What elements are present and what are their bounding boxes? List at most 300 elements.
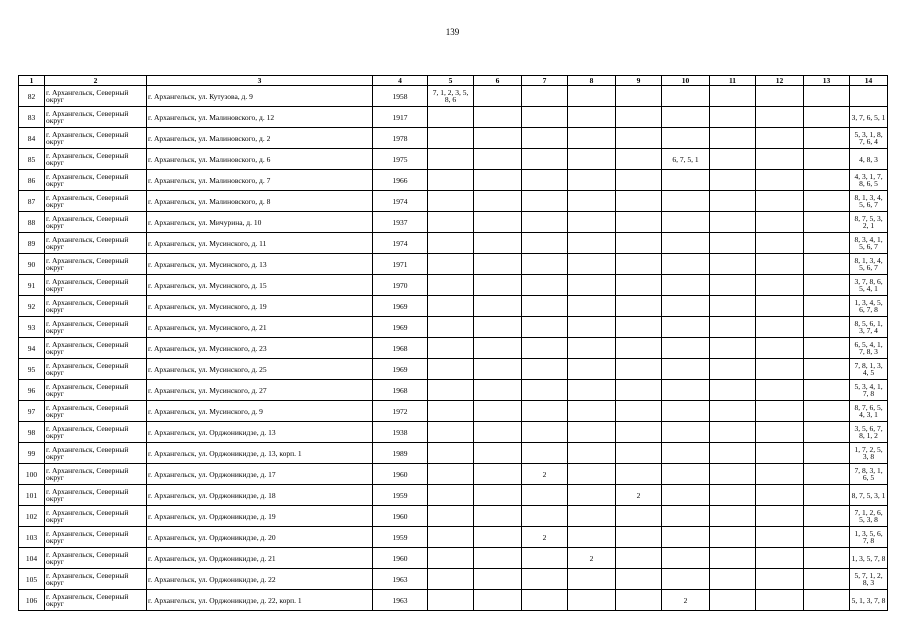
col11-cell bbox=[710, 107, 756, 128]
column-header-7: 7 bbox=[522, 76, 568, 86]
district-cell: г. Архангельск, Северный округ bbox=[45, 275, 147, 296]
col10-cell bbox=[662, 359, 710, 380]
col12-cell bbox=[756, 527, 804, 548]
col7-cell bbox=[522, 170, 568, 191]
district-cell: г. Архангельск, Северный округ bbox=[45, 170, 147, 191]
col6-cell bbox=[474, 443, 522, 464]
district-cell: г. Архангельск, Северный округ bbox=[45, 86, 147, 107]
year-cell: 1937 bbox=[373, 212, 428, 233]
col14-cell: 1, 3, 5, 6, 7, 8 bbox=[850, 527, 888, 548]
col8-cell bbox=[568, 212, 616, 233]
register-table bbox=[18, 75, 888, 611]
col11-cell bbox=[710, 569, 756, 590]
row-number: 89 bbox=[19, 233, 45, 254]
col11-cell bbox=[710, 590, 756, 611]
col8-cell bbox=[568, 170, 616, 191]
col11-cell bbox=[710, 485, 756, 506]
row-number: 88 bbox=[19, 212, 45, 233]
column-header-8: 8 bbox=[568, 76, 616, 86]
year-cell: 1969 bbox=[373, 359, 428, 380]
district-cell: г. Архангельск, Северный округ bbox=[45, 443, 147, 464]
address-cell: г. Архангельск, ул. Мусинского, д. 9 bbox=[147, 401, 373, 422]
col13-cell bbox=[804, 464, 850, 485]
address-cell: г. Архангельск, ул. Орджоникидзе, д. 22, корп. 1 bbox=[147, 590, 373, 611]
col6-cell bbox=[474, 548, 522, 569]
col8-cell bbox=[568, 233, 616, 254]
col6-cell bbox=[474, 233, 522, 254]
col10-cell bbox=[662, 86, 710, 107]
row-number: 106 bbox=[19, 590, 45, 611]
table-row bbox=[19, 443, 888, 464]
col14-cell: 8, 7, 6, 5, 4, 3, 1 bbox=[850, 401, 888, 422]
table-row bbox=[19, 338, 888, 359]
col6-cell bbox=[474, 422, 522, 443]
col8-cell bbox=[568, 86, 616, 107]
table-row bbox=[19, 107, 888, 128]
col9-cell bbox=[616, 464, 662, 485]
district-cell: г. Архангельск, Северный округ bbox=[45, 212, 147, 233]
district-cell: г. Архангельск, Северный округ bbox=[45, 254, 147, 275]
col9-cell: 2 bbox=[616, 485, 662, 506]
address-cell: г. Архангельск, ул. Мусинского, д. 19 bbox=[147, 296, 373, 317]
col10-cell bbox=[662, 254, 710, 275]
col5-cell bbox=[428, 212, 474, 233]
col7-cell bbox=[522, 443, 568, 464]
col11-cell bbox=[710, 296, 756, 317]
year-cell: 1960 bbox=[373, 506, 428, 527]
col11-cell bbox=[710, 422, 756, 443]
col6-cell bbox=[474, 275, 522, 296]
col14-cell: 5, 7, 1, 2, 8, 3 bbox=[850, 569, 888, 590]
col9-cell bbox=[616, 233, 662, 254]
col12-cell bbox=[756, 359, 804, 380]
col13-cell bbox=[804, 275, 850, 296]
col6-cell bbox=[474, 296, 522, 317]
col6-cell bbox=[474, 128, 522, 149]
col11-cell bbox=[710, 464, 756, 485]
col13-cell bbox=[804, 443, 850, 464]
col8-cell bbox=[568, 296, 616, 317]
address-cell: г. Архангельск, ул. Орджоникидзе, д. 13 bbox=[147, 422, 373, 443]
row-number: 92 bbox=[19, 296, 45, 317]
year-cell: 1966 bbox=[373, 170, 428, 191]
year-cell: 1960 bbox=[373, 548, 428, 569]
col13-cell bbox=[804, 506, 850, 527]
col14-cell: 3, 7, 6, 5, 1 bbox=[850, 107, 888, 128]
address-cell: г. Архангельск, ул. Мусинского, д. 15 bbox=[147, 275, 373, 296]
col13-cell bbox=[804, 485, 850, 506]
col8-cell bbox=[568, 506, 616, 527]
row-number: 85 bbox=[19, 149, 45, 170]
row-number: 98 bbox=[19, 422, 45, 443]
col13-cell bbox=[804, 317, 850, 338]
col8-cell bbox=[568, 527, 616, 548]
col10-cell bbox=[662, 569, 710, 590]
column-header-5: 5 bbox=[428, 76, 474, 86]
col9-cell bbox=[616, 107, 662, 128]
district-cell: г. Архангельск, Северный округ bbox=[45, 233, 147, 254]
column-header-3: 3 bbox=[147, 76, 373, 86]
address-cell: г. Архангельск, ул. Орджоникидзе, д. 22 bbox=[147, 569, 373, 590]
table-row bbox=[19, 191, 888, 212]
col14-cell: 8, 1, 3, 4, 5, 6, 7 bbox=[850, 254, 888, 275]
row-number: 103 bbox=[19, 527, 45, 548]
col5-cell bbox=[428, 128, 474, 149]
table-row bbox=[19, 527, 888, 548]
address-cell: г. Архангельск, ул. Мусинского, д. 27 bbox=[147, 380, 373, 401]
column-number-header-row bbox=[19, 76, 888, 86]
col12-cell bbox=[756, 380, 804, 401]
col5-cell bbox=[428, 191, 474, 212]
address-cell: г. Архангельск, ул. Орджоникидзе, д. 17 bbox=[147, 464, 373, 485]
col7-cell bbox=[522, 485, 568, 506]
col9-cell bbox=[616, 191, 662, 212]
district-cell: г. Архангельск, Северный округ bbox=[45, 527, 147, 548]
col5-cell bbox=[428, 401, 474, 422]
column-header-4: 4 bbox=[373, 76, 428, 86]
col14-cell: 5, 3, 1, 8, 7, 6, 4 bbox=[850, 128, 888, 149]
col10-cell bbox=[662, 233, 710, 254]
col5-cell bbox=[428, 107, 474, 128]
table-row bbox=[19, 359, 888, 380]
col6-cell bbox=[474, 359, 522, 380]
col6-cell bbox=[474, 464, 522, 485]
col10-cell bbox=[662, 296, 710, 317]
col6-cell bbox=[474, 254, 522, 275]
row-number: 100 bbox=[19, 464, 45, 485]
col14-cell: 7, 1, 2, 6, 5, 3, 8 bbox=[850, 506, 888, 527]
col5-cell bbox=[428, 569, 474, 590]
col11-cell bbox=[710, 359, 756, 380]
col8-cell: 2 bbox=[568, 548, 616, 569]
col7-cell bbox=[522, 128, 568, 149]
table-row bbox=[19, 548, 888, 569]
col13-cell bbox=[804, 296, 850, 317]
year-cell: 1960 bbox=[373, 464, 428, 485]
row-number: 83 bbox=[19, 107, 45, 128]
col7-cell bbox=[522, 212, 568, 233]
col13-cell bbox=[804, 170, 850, 191]
col10-cell bbox=[662, 443, 710, 464]
district-cell: г. Архангельск, Северный округ bbox=[45, 317, 147, 338]
row-number: 91 bbox=[19, 275, 45, 296]
col9-cell bbox=[616, 569, 662, 590]
col7-cell bbox=[522, 317, 568, 338]
col5-cell bbox=[428, 380, 474, 401]
district-cell: г. Архангельск, Северный округ bbox=[45, 149, 147, 170]
col10-cell bbox=[662, 464, 710, 485]
col12-cell bbox=[756, 170, 804, 191]
col7-cell bbox=[522, 275, 568, 296]
col8-cell bbox=[568, 275, 616, 296]
col14-cell: 8, 7, 5, 3, 2, 1 bbox=[850, 212, 888, 233]
col14-cell: 1, 7, 2, 5, 3, 8 bbox=[850, 443, 888, 464]
col8-cell bbox=[568, 128, 616, 149]
district-cell: г. Архангельск, Северный округ bbox=[45, 485, 147, 506]
col14-cell: 1, 3, 5, 7, 8 bbox=[850, 548, 888, 569]
col5-cell bbox=[428, 317, 474, 338]
col7-cell bbox=[522, 191, 568, 212]
row-number: 90 bbox=[19, 254, 45, 275]
col11-cell bbox=[710, 275, 756, 296]
table-row bbox=[19, 569, 888, 590]
col13-cell bbox=[804, 212, 850, 233]
col11-cell bbox=[710, 443, 756, 464]
col8-cell bbox=[568, 422, 616, 443]
year-cell: 1974 bbox=[373, 233, 428, 254]
col7-cell: 2 bbox=[522, 527, 568, 548]
year-cell: 1971 bbox=[373, 254, 428, 275]
col5-cell bbox=[428, 275, 474, 296]
address-cell: г. Архангельск, ул. Мусинского, д. 23 bbox=[147, 338, 373, 359]
col10-cell bbox=[662, 422, 710, 443]
col5-cell bbox=[428, 254, 474, 275]
col11-cell bbox=[710, 254, 756, 275]
address-cell: г. Архангельск, ул. Малиновского, д. 2 bbox=[147, 128, 373, 149]
district-cell: г. Архангельск, Северный округ bbox=[45, 338, 147, 359]
address-cell: г. Архангельск, ул. Мусинского, д. 21 bbox=[147, 317, 373, 338]
table-body bbox=[19, 86, 888, 611]
col12-cell bbox=[756, 422, 804, 443]
col13-cell bbox=[804, 149, 850, 170]
col9-cell bbox=[616, 443, 662, 464]
col14-cell: 4, 3, 1, 7, 8, 6, 5 bbox=[850, 170, 888, 191]
col12-cell bbox=[756, 107, 804, 128]
column-header-11: 11 bbox=[710, 76, 756, 86]
col10-cell bbox=[662, 128, 710, 149]
col12-cell bbox=[756, 233, 804, 254]
col14-cell: 1, 3, 4, 5, 6, 7, 8 bbox=[850, 296, 888, 317]
col7-cell bbox=[522, 422, 568, 443]
col13-cell bbox=[804, 128, 850, 149]
col7-cell bbox=[522, 296, 568, 317]
col13-cell bbox=[804, 569, 850, 590]
col12-cell bbox=[756, 317, 804, 338]
col10-cell bbox=[662, 170, 710, 191]
col10-cell bbox=[662, 506, 710, 527]
row-number: 94 bbox=[19, 338, 45, 359]
col9-cell bbox=[616, 506, 662, 527]
table-row bbox=[19, 86, 888, 107]
district-cell: г. Архангельск, Северный округ bbox=[45, 401, 147, 422]
row-number: 101 bbox=[19, 485, 45, 506]
col11-cell bbox=[710, 86, 756, 107]
col14-cell: 8, 1, 3, 4, 5, 6, 7 bbox=[850, 191, 888, 212]
col13-cell bbox=[804, 548, 850, 569]
row-number: 99 bbox=[19, 443, 45, 464]
col13-cell bbox=[804, 191, 850, 212]
col7-cell bbox=[522, 149, 568, 170]
col14-cell: 8, 3, 4, 1, 5, 6, 7 bbox=[850, 233, 888, 254]
row-number: 102 bbox=[19, 506, 45, 527]
col12-cell bbox=[756, 86, 804, 107]
col11-cell bbox=[710, 233, 756, 254]
col12-cell bbox=[756, 569, 804, 590]
col14-cell: 6, 5, 4, 1, 7, 8, 3 bbox=[850, 338, 888, 359]
address-cell: г. Архангельск, ул. Мичурина, д. 10 bbox=[147, 212, 373, 233]
column-header-2: 2 bbox=[45, 76, 147, 86]
col5-cell bbox=[428, 443, 474, 464]
row-number: 95 bbox=[19, 359, 45, 380]
address-cell: г. Архангельск, ул. Орджоникидзе, д. 18 bbox=[147, 485, 373, 506]
table-row bbox=[19, 380, 888, 401]
row-number: 96 bbox=[19, 380, 45, 401]
col11-cell bbox=[710, 212, 756, 233]
col8-cell bbox=[568, 338, 616, 359]
col7-cell bbox=[522, 254, 568, 275]
col5-cell bbox=[428, 233, 474, 254]
column-header-1: 1 bbox=[19, 76, 45, 86]
col5-cell bbox=[428, 548, 474, 569]
col13-cell bbox=[804, 380, 850, 401]
district-cell: г. Архангельск, Северный округ bbox=[45, 548, 147, 569]
table-row bbox=[19, 149, 888, 170]
col8-cell bbox=[568, 149, 616, 170]
col11-cell bbox=[710, 317, 756, 338]
col8-cell bbox=[568, 401, 616, 422]
col10-cell bbox=[662, 380, 710, 401]
col13-cell bbox=[804, 401, 850, 422]
col6-cell bbox=[474, 338, 522, 359]
year-cell: 1978 bbox=[373, 128, 428, 149]
col7-cell bbox=[522, 569, 568, 590]
table-row bbox=[19, 275, 888, 296]
col13-cell bbox=[804, 254, 850, 275]
col10-cell bbox=[662, 548, 710, 569]
col10-cell: 2 bbox=[662, 590, 710, 611]
col12-cell bbox=[756, 338, 804, 359]
col13-cell bbox=[804, 359, 850, 380]
col8-cell bbox=[568, 590, 616, 611]
col6-cell bbox=[474, 569, 522, 590]
col14-cell: 5, 3, 4, 1, 7, 8 bbox=[850, 380, 888, 401]
col8-cell bbox=[568, 191, 616, 212]
col8-cell bbox=[568, 485, 616, 506]
col8-cell bbox=[568, 359, 616, 380]
table-row bbox=[19, 506, 888, 527]
year-cell: 1972 bbox=[373, 401, 428, 422]
col6-cell bbox=[474, 485, 522, 506]
col5-cell bbox=[428, 590, 474, 611]
table-row bbox=[19, 128, 888, 149]
page-number: 139 bbox=[445, 27, 460, 37]
col13-cell bbox=[804, 107, 850, 128]
table-row bbox=[19, 485, 888, 506]
year-cell: 1974 bbox=[373, 191, 428, 212]
district-cell: г. Архангельск, Северный округ bbox=[45, 359, 147, 380]
district-cell: г. Архангельск, Северный округ bbox=[45, 569, 147, 590]
year-cell: 1958 bbox=[373, 86, 428, 107]
address-cell: г. Архангельск, ул. Орджоникидзе, д. 20 bbox=[147, 527, 373, 548]
col12-cell bbox=[756, 548, 804, 569]
col11-cell bbox=[710, 128, 756, 149]
col9-cell bbox=[616, 275, 662, 296]
district-cell: г. Архангельск, Северный округ bbox=[45, 191, 147, 212]
col5-cell: 7, 1, 2, 3, 5, 8, 6 bbox=[428, 86, 474, 107]
col6-cell bbox=[474, 212, 522, 233]
year-cell: 1959 bbox=[373, 485, 428, 506]
row-number: 93 bbox=[19, 317, 45, 338]
col13-cell bbox=[804, 527, 850, 548]
col14-cell: 7, 8, 1, 3, 4, 5 bbox=[850, 359, 888, 380]
table-row bbox=[19, 317, 888, 338]
column-header-12: 12 bbox=[756, 76, 804, 86]
col5-cell bbox=[428, 170, 474, 191]
year-cell: 1963 bbox=[373, 590, 428, 611]
col11-cell bbox=[710, 401, 756, 422]
column-header-9: 9 bbox=[616, 76, 662, 86]
year-cell: 1989 bbox=[373, 443, 428, 464]
column-header-6: 6 bbox=[474, 76, 522, 86]
row-number: 104 bbox=[19, 548, 45, 569]
table-row bbox=[19, 296, 888, 317]
col5-cell bbox=[428, 527, 474, 548]
year-cell: 1938 bbox=[373, 422, 428, 443]
col14-cell: 5, 1, 3, 7, 8 bbox=[850, 590, 888, 611]
col9-cell bbox=[616, 380, 662, 401]
year-cell: 1969 bbox=[373, 296, 428, 317]
year-cell: 1968 bbox=[373, 380, 428, 401]
table-row bbox=[19, 170, 888, 191]
col10-cell bbox=[662, 317, 710, 338]
col6-cell bbox=[474, 506, 522, 527]
col9-cell bbox=[616, 170, 662, 191]
col6-cell bbox=[474, 191, 522, 212]
address-cell: г. Архангельск, ул. Малиновского, д. 6 bbox=[147, 149, 373, 170]
col6-cell bbox=[474, 149, 522, 170]
table-row bbox=[19, 212, 888, 233]
address-cell: г. Архангельск, ул. Мусинского, д. 25 bbox=[147, 359, 373, 380]
col10-cell bbox=[662, 527, 710, 548]
col13-cell bbox=[804, 86, 850, 107]
row-number: 82 bbox=[19, 86, 45, 107]
column-header-10: 10 bbox=[662, 76, 710, 86]
col5-cell bbox=[428, 359, 474, 380]
row-number: 84 bbox=[19, 128, 45, 149]
address-cell: г. Архангельск, ул. Малиновского, д. 12 bbox=[147, 107, 373, 128]
address-cell: г. Архангельск, ул. Мусинского, д. 11 bbox=[147, 233, 373, 254]
col6-cell bbox=[474, 380, 522, 401]
col12-cell bbox=[756, 275, 804, 296]
col6-cell bbox=[474, 401, 522, 422]
col12-cell bbox=[756, 149, 804, 170]
column-header-14: 14 bbox=[850, 76, 888, 86]
table-row bbox=[19, 254, 888, 275]
col11-cell bbox=[710, 338, 756, 359]
district-cell: г. Архангельск, Северный округ bbox=[45, 464, 147, 485]
col13-cell bbox=[804, 422, 850, 443]
col9-cell bbox=[616, 317, 662, 338]
col9-cell bbox=[616, 212, 662, 233]
col10-cell bbox=[662, 401, 710, 422]
col8-cell bbox=[568, 569, 616, 590]
col11-cell bbox=[710, 380, 756, 401]
col12-cell bbox=[756, 128, 804, 149]
address-cell: г. Архангельск, ул. Орджоникидзе, д. 13, корп. 1 bbox=[147, 443, 373, 464]
district-cell: г. Архангельск, Северный округ bbox=[45, 296, 147, 317]
col9-cell bbox=[616, 254, 662, 275]
col12-cell bbox=[756, 464, 804, 485]
col9-cell bbox=[616, 527, 662, 548]
col6-cell bbox=[474, 527, 522, 548]
col6-cell bbox=[474, 170, 522, 191]
col9-cell bbox=[616, 338, 662, 359]
col14-cell: 8, 5, 6, 1, 3, 7, 4 bbox=[850, 317, 888, 338]
col7-cell bbox=[522, 380, 568, 401]
col7-cell bbox=[522, 233, 568, 254]
col12-cell bbox=[756, 296, 804, 317]
col9-cell bbox=[616, 422, 662, 443]
